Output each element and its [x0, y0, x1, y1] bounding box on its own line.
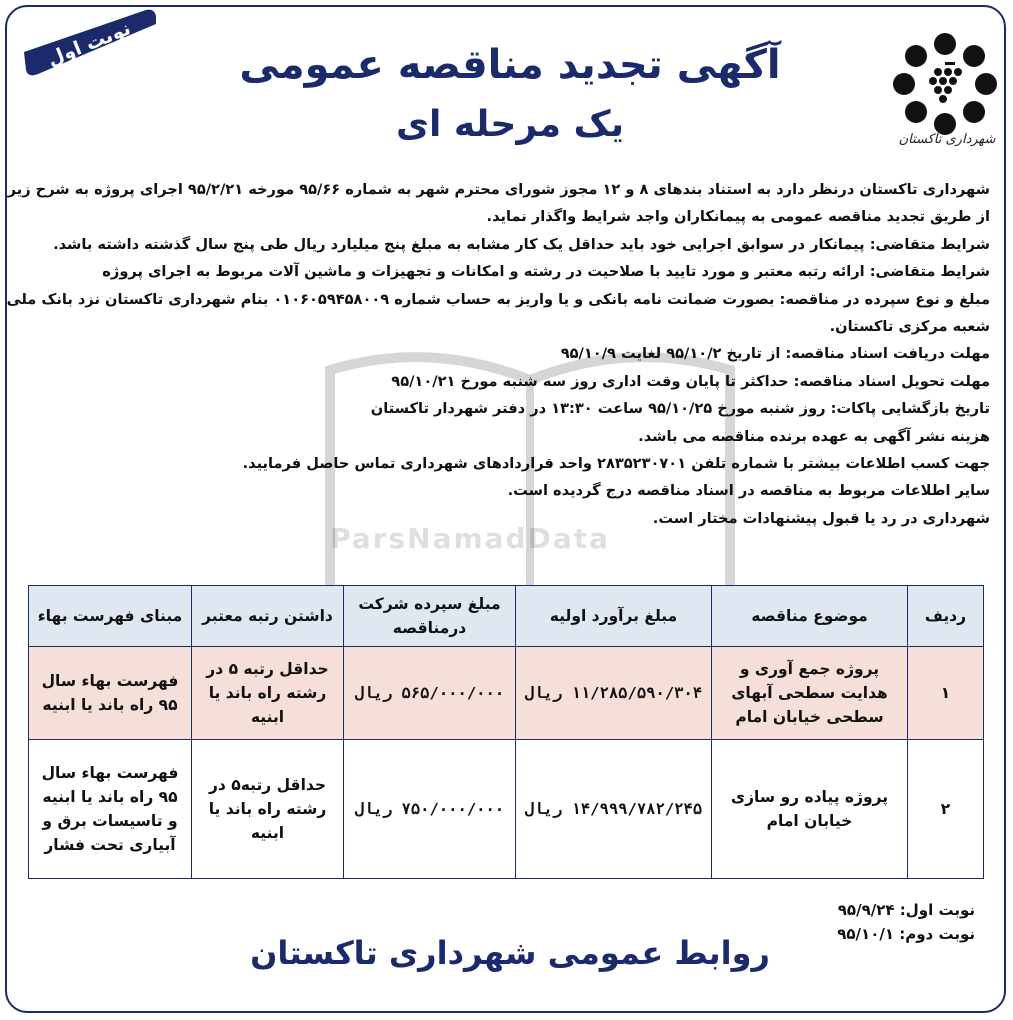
- notice-subtitle: یک مرحله ای: [396, 104, 624, 145]
- table-row: [29, 740, 984, 879]
- body-line: شعبه مرکزی تاکستان.: [829, 318, 990, 336]
- subject-cell: پروژه جمع آوری و هدایت سطحی آبهای سطحی خیابان امام: [712, 647, 908, 740]
- column-header: داشتن رتبه معتبر: [192, 586, 344, 647]
- body-line: هزینه نشر آگهی به عهده برنده مناقصه می باشد.: [638, 427, 990, 445]
- badge-label: نوبت اول: [44, 17, 134, 71]
- row-number-cell: ۲: [908, 740, 984, 879]
- first-publication-badge: [20, 8, 158, 80]
- grade-cell: حداقل رتبه۵ در رشته راه باند یا ابنیه: [192, 740, 344, 879]
- price-list-cell: فهرست بهاء سال ۹۵ راه باند یا ابنیه و تاسیسات برق و آبیاری تحت فشار: [29, 740, 192, 879]
- watermark-text: ParsNamadData: [330, 522, 610, 555]
- public-relations-signature: روابط عمومی شهرداری تاکستان: [250, 934, 770, 972]
- body-line: شهرداری در رد یا قبول پیشنهادات مختار است.: [652, 509, 990, 527]
- table-row: [29, 647, 984, 740]
- body-line: مبلغ و نوع سپرده در مناقصه: بصورت ضمانت نامه بانکی و یا واریز به حساب شماره ۰۱۰۶۰۵۹۴۵۸۰۰۹ بنام شهرداری تاکستان نزد بانک ملی: [6, 290, 990, 308]
- column-header: مبنای فهرست بهاء: [29, 586, 192, 647]
- column-header: مبلغ برآورد اولیه: [516, 586, 712, 647]
- body-line: شرایط متقاضی: پیمانکار در سوابق اجرایی خود باید حداقل یک کار مشابه به مبلغ پنج میلیارد ریال طی پنج سال گذشته داشته باشد.: [53, 235, 990, 253]
- column-header: ردیف: [908, 586, 984, 647]
- body-line: سایر اطلاعات مربوط به مناقصه در اسناد مناقصه درج گردیده است.: [507, 482, 990, 500]
- estimate-cell: ۱۴/۹۹۹/۷۸۲/۲۴۵ ریال: [516, 740, 712, 879]
- estimate-cell: ۱۱/۲۸۵/۵۹۰/۳۰۴ ریال: [516, 647, 712, 740]
- column-header: موضوع مناقصه: [712, 586, 908, 647]
- second-publication-date: نوبت دوم: ۹۵/۱۰/۱: [837, 925, 975, 943]
- body-line: شرایط متقاضی: ارائه رتبه معتبر و مورد تایید با صلاحیت در رشته و امکانات و تجهیزات و ماشین آلات مربوط به اجرای پروژه: [102, 263, 990, 281]
- body-line: شهرداری تاکستان درنظر دارد به استناد بندهای ۸ و ۱۲ مجوز شورای محترم شهر به شماره ۹۵/۶۶ مورخه ۹۵/۲/۲۱ اجرای پروژه به شرح زیر: [7, 181, 990, 198]
- body-line: تاریخ بازگشایی پاکات: روز شنبه مورخ ۹۵/۱۰/۲۵ ساعت ۱۳:۳۰ در دفتر شهردار تاکستان: [370, 400, 990, 418]
- deposit-cell: ۷۵۰/۰۰۰/۰۰۰ ریال: [344, 740, 516, 879]
- table-header-row: [29, 586, 984, 647]
- tender-table: [28, 585, 984, 879]
- price-list-cell: فهرست بهاء سال ۹۵ راه باند یا ابنیه: [29, 647, 192, 740]
- subject-cell: پروژه پیاده رو سازی خیابان امام: [712, 740, 908, 879]
- body-line: از طریق تجدید مناقصه عمومی به پیمانکاران واجد شرایط واگذار نماید.: [486, 208, 990, 226]
- deposit-cell: ۵۶۵/۰۰۰/۰۰۰ ریال: [344, 647, 516, 740]
- first-publication-date: نوبت اول: ۹۵/۹/۲۴: [837, 901, 975, 919]
- notice-title: آگهی تجدید مناقصه عمومی: [239, 42, 781, 88]
- column-header: مبلغ سپرده شرکت درمناقصه: [344, 586, 516, 647]
- logo-caption: شهرداری تاکستان: [898, 132, 996, 147]
- grade-cell: حداقل رتبه ۵ در رشته راه باند یا ابنیه: [192, 647, 344, 740]
- body-line: جهت کسب اطلاعات بیشتر با شماره تلفن ۲۸۳۵۲۳۰۷۰۱ واحد قراردادهای شهرداری تماس حاصل فرمایید.: [242, 455, 990, 473]
- body-line: مهلت دریافت اسناد مناقصه: از تاریخ ۹۵/۱۰/۲ لغایت ۹۵/۱۰/۹: [560, 345, 990, 363]
- row-number-cell: ۱: [908, 647, 984, 740]
- grape-cluster-logo-icon: [890, 28, 1000, 138]
- notice-body: [6, 176, 990, 532]
- body-line: مهلت تحویل اسناد مناقصه: حداکثر تا پایان وقت اداری روز سه شنبه مورخ ۹۵/۱۰/۲۱: [391, 372, 990, 390]
